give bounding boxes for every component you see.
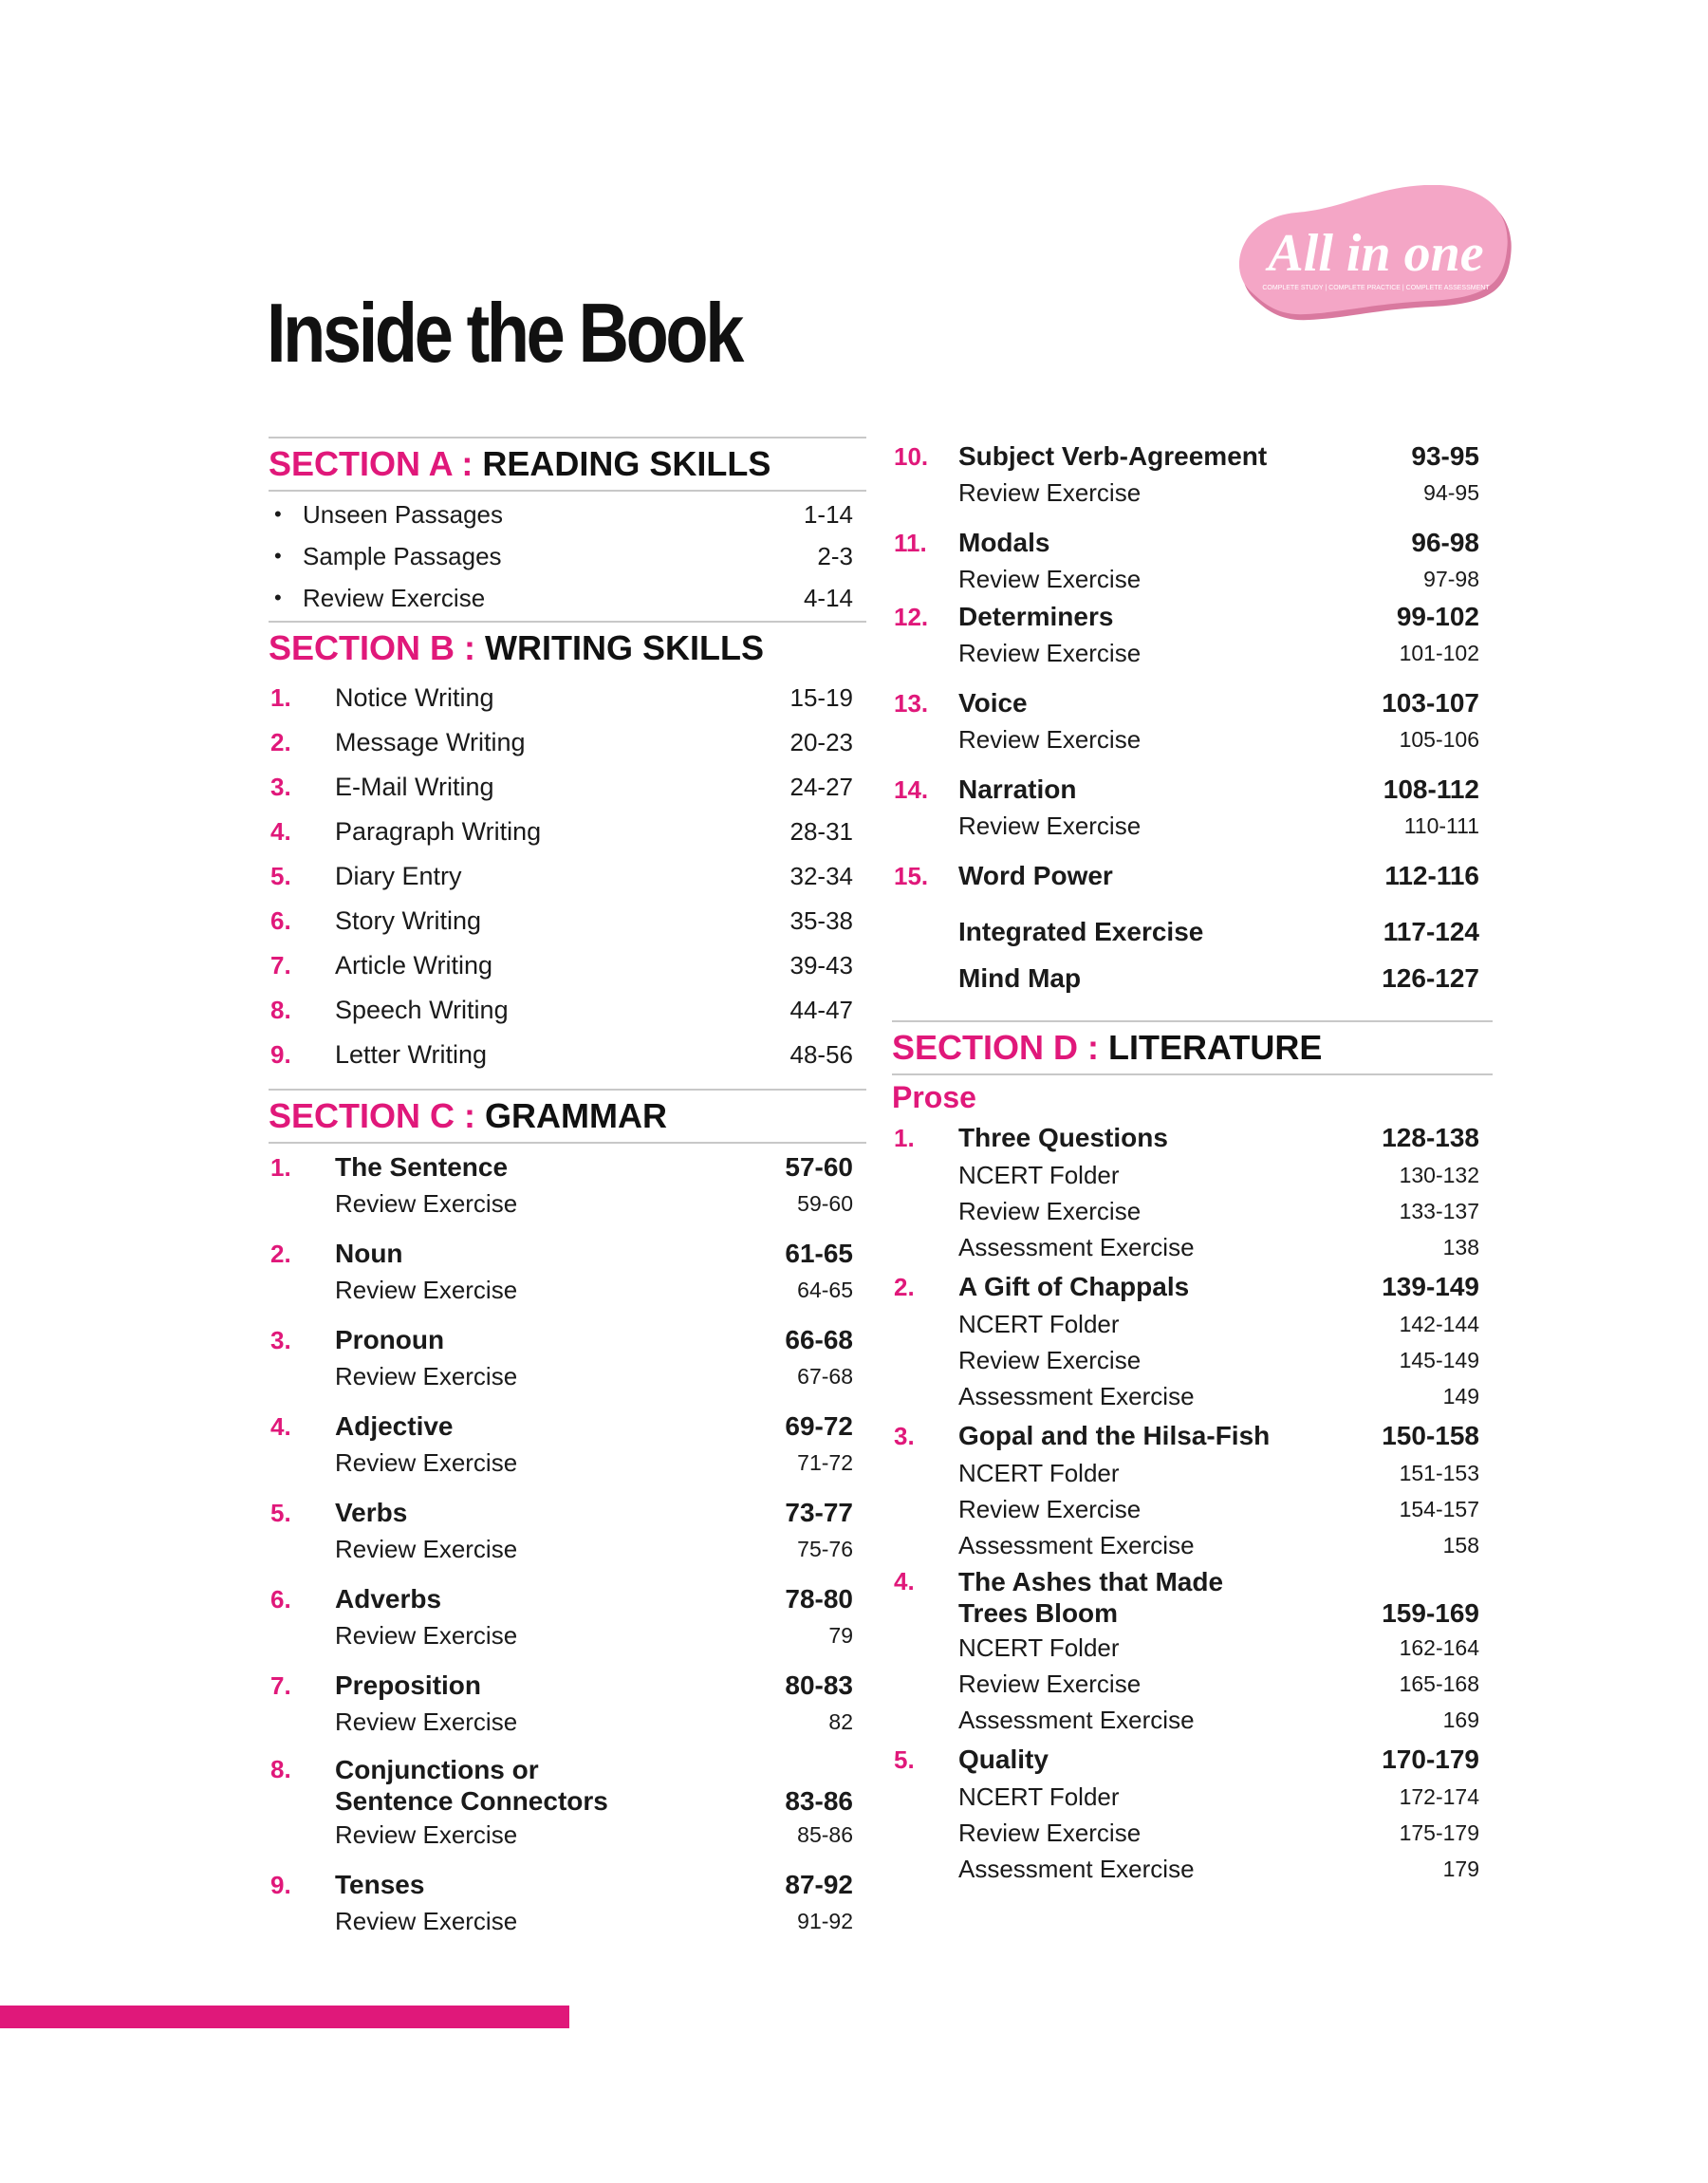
left-column xyxy=(269,437,866,1953)
sub-entry[interactable] xyxy=(269,1903,866,1939)
sub-entry-pages: 15-19 xyxy=(789,683,853,712)
grammar-entry xyxy=(269,1495,866,1567)
toc-entry[interactable] xyxy=(892,858,1493,894)
entry-pages: 66-68 xyxy=(785,1325,853,1354)
entry-number: 13. xyxy=(894,688,929,718)
entry-title: Review Exercise xyxy=(303,583,486,612)
entry-pages: 139-149 xyxy=(1382,1272,1479,1301)
entry-number: 2. xyxy=(270,1239,291,1268)
entry-pages: 128-138 xyxy=(1382,1123,1479,1152)
toc-entry[interactable] xyxy=(269,1668,866,1704)
all-in-one-logo xyxy=(1234,185,1518,346)
entry-title: The Sentence xyxy=(335,1152,509,1182)
sub-entry-title: Review Exercise xyxy=(958,1818,1142,1847)
sub-entry[interactable] xyxy=(892,1851,1493,1887)
sub-entry[interactable] xyxy=(269,1272,866,1308)
sub-entry-pages: 110-111 xyxy=(1403,812,1479,838)
toc-entry[interactable] xyxy=(269,1867,866,1903)
sub-entry-pages: 75-76 xyxy=(797,1536,853,1561)
section-c-title: GRAMMAR xyxy=(485,1096,667,1135)
literature-entry xyxy=(892,1566,1493,1738)
entry-title: Gopal and the Hilsa-Fish xyxy=(958,1421,1271,1450)
entry-pages: 93-95 xyxy=(1411,441,1479,471)
sub-entry[interactable] xyxy=(892,1342,1493,1378)
entry-pages: 87-92 xyxy=(785,1870,853,1899)
toc-entry[interactable] xyxy=(892,1597,1493,1630)
toc-entry[interactable] xyxy=(269,1322,866,1358)
sub-entry-title: Article Writing xyxy=(335,951,493,980)
sub-entry-title: Assessment Exercise xyxy=(958,1705,1195,1734)
sub-entry[interactable] xyxy=(892,561,1493,597)
sub-entry-title: Review Exercise xyxy=(335,1534,518,1563)
sub-entry-title: E-Mail Writing xyxy=(335,773,494,801)
section-a-heading xyxy=(269,438,866,492)
entry-number: 5. xyxy=(894,1745,915,1774)
toc-entry[interactable] xyxy=(892,438,1493,475)
sub-entry-title: Review Exercise xyxy=(335,1188,518,1218)
entry-title: Sentence Connectors xyxy=(335,1785,608,1816)
entry-pages: 99-102 xyxy=(1396,602,1479,631)
entry-pages: 170-179 xyxy=(1382,1745,1479,1774)
entry-number: 6. xyxy=(270,1584,291,1614)
entry-number: 1. xyxy=(270,683,291,712)
sub-entry[interactable] xyxy=(269,1185,866,1222)
bullet-icon: • xyxy=(274,544,282,568)
toc-entry[interactable] xyxy=(269,494,866,535)
sub-entry[interactable] xyxy=(269,1358,866,1394)
grammar-entry xyxy=(269,1668,866,1740)
bullet-icon: • xyxy=(274,586,282,609)
grammar-entry xyxy=(892,858,1493,894)
section-b-label: SECTION B : xyxy=(269,628,476,667)
sub-entry[interactable] xyxy=(892,1229,1493,1265)
bullet-icon: • xyxy=(274,502,282,526)
sub-entry-pages: 94-95 xyxy=(1423,479,1479,505)
section-d-label: SECTION D : xyxy=(892,1028,1100,1067)
entry-title: Pronoun xyxy=(335,1325,445,1354)
entry-number: 3. xyxy=(270,773,291,801)
sub-entry[interactable] xyxy=(892,1815,1493,1851)
sub-entry-title: Letter Writing xyxy=(335,1040,488,1069)
entry-pages: 108-112 xyxy=(1383,774,1479,804)
sub-entry[interactable] xyxy=(892,1630,1493,1666)
grammar-entry xyxy=(269,1149,866,1222)
sub-entry-pages: 162-164 xyxy=(1399,1634,1479,1660)
sub-entry-pages: 85-86 xyxy=(797,1821,853,1847)
sub-entry-title: NCERT Folder xyxy=(958,1782,1120,1811)
toc-entry[interactable] xyxy=(892,525,1493,561)
sub-entry-title: Paragraph Writing xyxy=(335,817,542,846)
toc-entry[interactable] xyxy=(269,720,866,765)
entry-title: The Ashes that Made xyxy=(958,1566,1224,1596)
section-c xyxy=(269,1089,866,1939)
section-b-title: WRITING SKILLS xyxy=(485,628,764,667)
grammar-entry xyxy=(269,1409,866,1481)
sub-entry-pages: 175-179 xyxy=(1399,1819,1479,1845)
entry-title: Trees Bloom xyxy=(958,1598,1119,1628)
entry-number: 2. xyxy=(894,1272,915,1301)
sub-entry-title: Review Exercise xyxy=(958,477,1142,507)
sub-entry[interactable] xyxy=(892,1779,1493,1815)
bottom-accent-bar xyxy=(0,2006,569,2028)
sub-entry[interactable] xyxy=(892,1378,1493,1414)
grammar-entry xyxy=(892,599,1493,671)
entry-number: 9. xyxy=(270,1040,291,1069)
sub-entry[interactable] xyxy=(892,1306,1493,1342)
entry-number: 1. xyxy=(270,1152,291,1182)
entry-pages: 103-107 xyxy=(1382,688,1479,718)
toc-entry[interactable] xyxy=(269,1149,866,1185)
entry-number: 4. xyxy=(894,1567,915,1595)
sub-entry-title: Review Exercise xyxy=(958,811,1142,840)
entry-pages: 117-124 xyxy=(1383,916,1479,946)
sub-entry-title: NCERT Folder xyxy=(958,1458,1120,1487)
sub-entry-pages: 101-102 xyxy=(1399,640,1479,665)
sub-entry[interactable] xyxy=(892,635,1493,671)
entry-number: 3. xyxy=(894,1421,915,1450)
entry-number: 8. xyxy=(270,996,291,1024)
entry-title: Noun xyxy=(335,1239,403,1268)
entry-title: Adverbs xyxy=(335,1584,442,1614)
sub-entry-pages: 179 xyxy=(1442,1856,1479,1881)
sub-entry-pages: 24-27 xyxy=(789,773,853,801)
literature-entry xyxy=(892,1741,1493,1887)
grammar-entry xyxy=(269,1236,866,1308)
sub-entry[interactable] xyxy=(892,1157,1493,1193)
grammar-entry xyxy=(269,1754,866,1853)
sub-entry-pages: 44-47 xyxy=(789,996,853,1024)
entry-number: 10. xyxy=(894,441,929,471)
svg-text:All in one: All in one xyxy=(1268,224,1484,283)
sub-entry-pages: 130-132 xyxy=(1399,1162,1479,1187)
sub-entry-pages: 67-68 xyxy=(797,1363,853,1389)
toc-entry[interactable] xyxy=(269,1581,866,1617)
sub-entry[interactable] xyxy=(892,1702,1493,1738)
sub-entry-pages: 82 xyxy=(828,1708,853,1734)
sub-entry-pages: 28-31 xyxy=(789,817,853,846)
entry-title: Voice xyxy=(958,688,1028,718)
entry-number: 4. xyxy=(270,817,291,846)
section-d-title: LITERATURE xyxy=(1108,1028,1323,1067)
sub-entry-title: NCERT Folder xyxy=(958,1160,1120,1189)
grammar-entry xyxy=(269,1867,866,1939)
sub-entry-title: Review Exercise xyxy=(958,1669,1142,1698)
entry-number: 14. xyxy=(894,774,929,804)
sub-entry-title: Assessment Exercise xyxy=(958,1381,1195,1410)
sub-entry-title: Review Exercise xyxy=(958,1345,1142,1374)
entry-title: Three Questions xyxy=(958,1123,1168,1152)
sub-entry-title: Review Exercise xyxy=(335,1275,518,1304)
section-a-label: SECTION A : xyxy=(269,444,473,483)
entry-number: 15. xyxy=(894,861,929,890)
sub-entry-pages: 138 xyxy=(1442,1234,1479,1259)
toc-entry[interactable] xyxy=(269,577,866,619)
entry-title: Determiners xyxy=(958,602,1114,631)
toc-entry[interactable] xyxy=(269,810,866,854)
entry-pages: 2-3 xyxy=(817,541,853,570)
entry-title: Conjunctions or xyxy=(335,1754,539,1784)
sub-entry-title: Review Exercise xyxy=(335,1906,518,1935)
sub-entry-pages: 32-34 xyxy=(789,862,853,890)
sub-entry-pages: 20-23 xyxy=(789,728,853,756)
entry-number: 9. xyxy=(270,1870,291,1899)
entry-title: Narration xyxy=(958,774,1077,804)
section-a xyxy=(269,437,866,621)
sub-entry-title: Review Exercise xyxy=(958,724,1142,754)
toc-entry[interactable] xyxy=(892,1268,1493,1306)
sub-entry-pages: 91-92 xyxy=(797,1908,853,1933)
grammar-entry xyxy=(269,1322,866,1394)
entry-title: A Gift of Chappals xyxy=(958,1272,1190,1301)
toc-entry[interactable] xyxy=(269,1754,866,1785)
grammar-entry xyxy=(892,772,1493,844)
sub-entry-pages: 35-38 xyxy=(789,906,853,935)
sub-entry-title: Story Writing xyxy=(335,906,482,935)
sub-entry-pages: 165-168 xyxy=(1399,1670,1479,1696)
toc-entry[interactable] xyxy=(892,599,1493,635)
svg-text:COMPLETE STUDY | COMPLETE PRAC: COMPLETE STUDY | COMPLETE PRACTICE | COMPLETE ASSESSMENT xyxy=(1262,285,1490,291)
sub-entry-pages: 145-149 xyxy=(1399,1347,1479,1372)
toc-entry[interactable] xyxy=(269,1033,866,1077)
sub-entry-pages: 169 xyxy=(1442,1707,1479,1732)
entry-title: Mind Map xyxy=(958,962,1082,993)
entry-number: 1. xyxy=(894,1123,915,1152)
section-d xyxy=(892,1020,1493,1887)
sub-entry-pages: 149 xyxy=(1442,1383,1479,1409)
sub-entry-title: Review Exercise xyxy=(335,1819,518,1849)
literature-entry xyxy=(892,1268,1493,1414)
sub-entry[interactable] xyxy=(269,1617,866,1653)
sub-entry-title: NCERT Folder xyxy=(958,1633,1120,1662)
sub-entry-title: Message Writing xyxy=(335,728,526,756)
toc-entry[interactable] xyxy=(269,1495,866,1531)
sub-entry-pages: 142-144 xyxy=(1399,1311,1479,1336)
sub-entry-pages: 39-43 xyxy=(789,951,853,980)
sub-entry-pages: 79 xyxy=(828,1622,853,1648)
sub-entry-pages: 133-137 xyxy=(1399,1198,1479,1223)
toc-entry[interactable] xyxy=(892,685,1493,721)
extra-entry[interactable] xyxy=(892,908,1493,955)
entry-pages: 83-86 xyxy=(785,1785,853,1816)
toc-entry[interactable] xyxy=(269,854,866,899)
toc-entry[interactable] xyxy=(892,1119,1493,1157)
section-a-title: READING SKILLS xyxy=(482,444,771,483)
entry-number: 12. xyxy=(894,602,929,631)
sub-entry-pages: 59-60 xyxy=(797,1190,853,1216)
entry-number: 4. xyxy=(270,1411,291,1441)
sub-entry-title: Review Exercise xyxy=(335,1620,518,1650)
sub-entry[interactable] xyxy=(269,1704,866,1740)
extra-entry[interactable] xyxy=(892,955,1493,1001)
grammar-entry xyxy=(892,438,1493,511)
entry-number: 7. xyxy=(270,951,291,980)
entry-pages: 159-169 xyxy=(1382,1598,1479,1628)
toc-entry[interactable] xyxy=(269,943,866,988)
sub-entry-pages: 172-174 xyxy=(1399,1783,1479,1809)
sub-entry-title: Review Exercise xyxy=(958,638,1142,667)
sub-entry[interactable] xyxy=(892,1527,1493,1563)
sub-entry-title: Review Exercise xyxy=(335,1707,518,1736)
sub-entry[interactable] xyxy=(269,1531,866,1567)
sub-entry-title: Assessment Exercise xyxy=(958,1232,1195,1261)
entry-pages: 126-127 xyxy=(1382,962,1479,993)
entry-pages: 1-14 xyxy=(803,499,853,529)
entry-title: Integrated Exercise xyxy=(958,916,1204,946)
sub-entry-title: NCERT Folder xyxy=(958,1309,1120,1338)
toc-entry[interactable] xyxy=(269,899,866,943)
literature-entry xyxy=(892,1417,1493,1563)
sub-entry-title: Review Exercise xyxy=(958,564,1142,593)
entry-pages: 57-60 xyxy=(785,1152,853,1182)
sub-entry[interactable] xyxy=(892,1666,1493,1702)
entry-pages: 80-83 xyxy=(785,1670,853,1700)
entry-number: 6. xyxy=(270,906,291,935)
toc-entry[interactable] xyxy=(892,1741,1493,1779)
sub-entry-pages: 64-65 xyxy=(797,1277,853,1302)
sub-entry[interactable] xyxy=(892,808,1493,844)
entry-pages: 150-158 xyxy=(1382,1421,1479,1450)
toc-entry[interactable] xyxy=(269,765,866,810)
sub-entry[interactable] xyxy=(892,475,1493,511)
entry-pages: 61-65 xyxy=(785,1239,853,1268)
sub-entry[interactable] xyxy=(892,1491,1493,1527)
sub-entry[interactable] xyxy=(892,1455,1493,1491)
grammar-entry xyxy=(892,525,1493,597)
sub-entry-pages: 71-72 xyxy=(797,1449,853,1475)
entry-number: 5. xyxy=(270,1498,291,1527)
sub-entry[interactable] xyxy=(892,1193,1493,1229)
sub-entry-pages: 154-157 xyxy=(1399,1496,1479,1521)
grammar-entry xyxy=(269,1581,866,1653)
sub-entry-title: Review Exercise xyxy=(958,1196,1142,1225)
sub-entry-pages: 48-56 xyxy=(789,1040,853,1069)
right-column xyxy=(892,438,1493,1890)
entry-number: 7. xyxy=(270,1670,291,1700)
entry-title: Preposition xyxy=(335,1670,482,1700)
toc-entry[interactable] xyxy=(269,1236,866,1272)
entry-number: 8. xyxy=(270,1755,291,1783)
entry-title: Word Power xyxy=(958,861,1113,890)
page-title: Inside the Book xyxy=(267,286,741,380)
entry-title: Verbs xyxy=(335,1498,408,1527)
toc-entry[interactable] xyxy=(892,1566,1493,1597)
toc-entry[interactable] xyxy=(269,1409,866,1445)
toc-entry[interactable] xyxy=(892,772,1493,808)
entry-title: Modals xyxy=(958,528,1050,557)
sub-entry[interactable] xyxy=(892,721,1493,757)
toc-entry[interactable] xyxy=(269,676,866,720)
sub-entry-pages: 105-106 xyxy=(1399,726,1479,752)
sub-entry[interactable] xyxy=(269,1445,866,1481)
sub-entry-pages: 97-98 xyxy=(1423,566,1479,591)
grammar-entry xyxy=(892,685,1493,757)
entry-pages: 78-80 xyxy=(785,1584,853,1614)
section-d-heading xyxy=(892,1022,1493,1075)
entry-number: 2. xyxy=(270,728,291,756)
entry-pages: 4-14 xyxy=(803,583,853,612)
section-b-heading xyxy=(269,623,866,674)
entry-title: Unseen Passages xyxy=(303,499,504,529)
sub-entry-title: Review Exercise xyxy=(958,1494,1142,1523)
sub-entry-title: Review Exercise xyxy=(335,1361,518,1390)
sub-entry-title: Diary Entry xyxy=(335,862,462,890)
toc-entry[interactable] xyxy=(269,988,866,1033)
entry-pages: 73-77 xyxy=(785,1498,853,1527)
sub-entry-title: Speech Writing xyxy=(335,996,509,1024)
entry-title: Subject Verb-Agreement xyxy=(958,441,1268,471)
section-c-heading xyxy=(269,1091,866,1144)
entry-title: Sample Passages xyxy=(303,541,502,570)
sub-entry[interactable] xyxy=(269,1817,866,1853)
sub-entry-title: Review Exercise xyxy=(335,1447,518,1477)
entry-number: 11. xyxy=(894,528,927,557)
toc-entry[interactable] xyxy=(269,1785,866,1817)
entry-title: Quality xyxy=(958,1745,1049,1774)
toc-entry[interactable] xyxy=(892,1417,1493,1455)
section-b xyxy=(269,621,866,1089)
prose-subheading: Prose xyxy=(892,1080,976,1114)
literature-entry xyxy=(892,1119,1493,1265)
entry-pages: 96-98 xyxy=(1411,528,1479,557)
entry-pages: 112-116 xyxy=(1384,861,1479,890)
entry-pages: 69-72 xyxy=(785,1411,853,1441)
sub-entry-title: Assessment Exercise xyxy=(958,1854,1195,1883)
sub-entry-pages: 158 xyxy=(1442,1532,1479,1558)
toc-entry[interactable] xyxy=(269,535,866,577)
sub-entry-title: Notice Writing xyxy=(335,683,494,712)
entry-number: 5. xyxy=(270,862,291,890)
entry-title: Tenses xyxy=(335,1870,425,1899)
sub-entry-pages: 151-153 xyxy=(1399,1460,1479,1485)
section-c-label: SECTION C : xyxy=(269,1096,476,1135)
sub-entry-title: Assessment Exercise xyxy=(958,1530,1195,1559)
entry-title: Adjective xyxy=(335,1411,454,1441)
entry-number: 3. xyxy=(270,1325,291,1354)
